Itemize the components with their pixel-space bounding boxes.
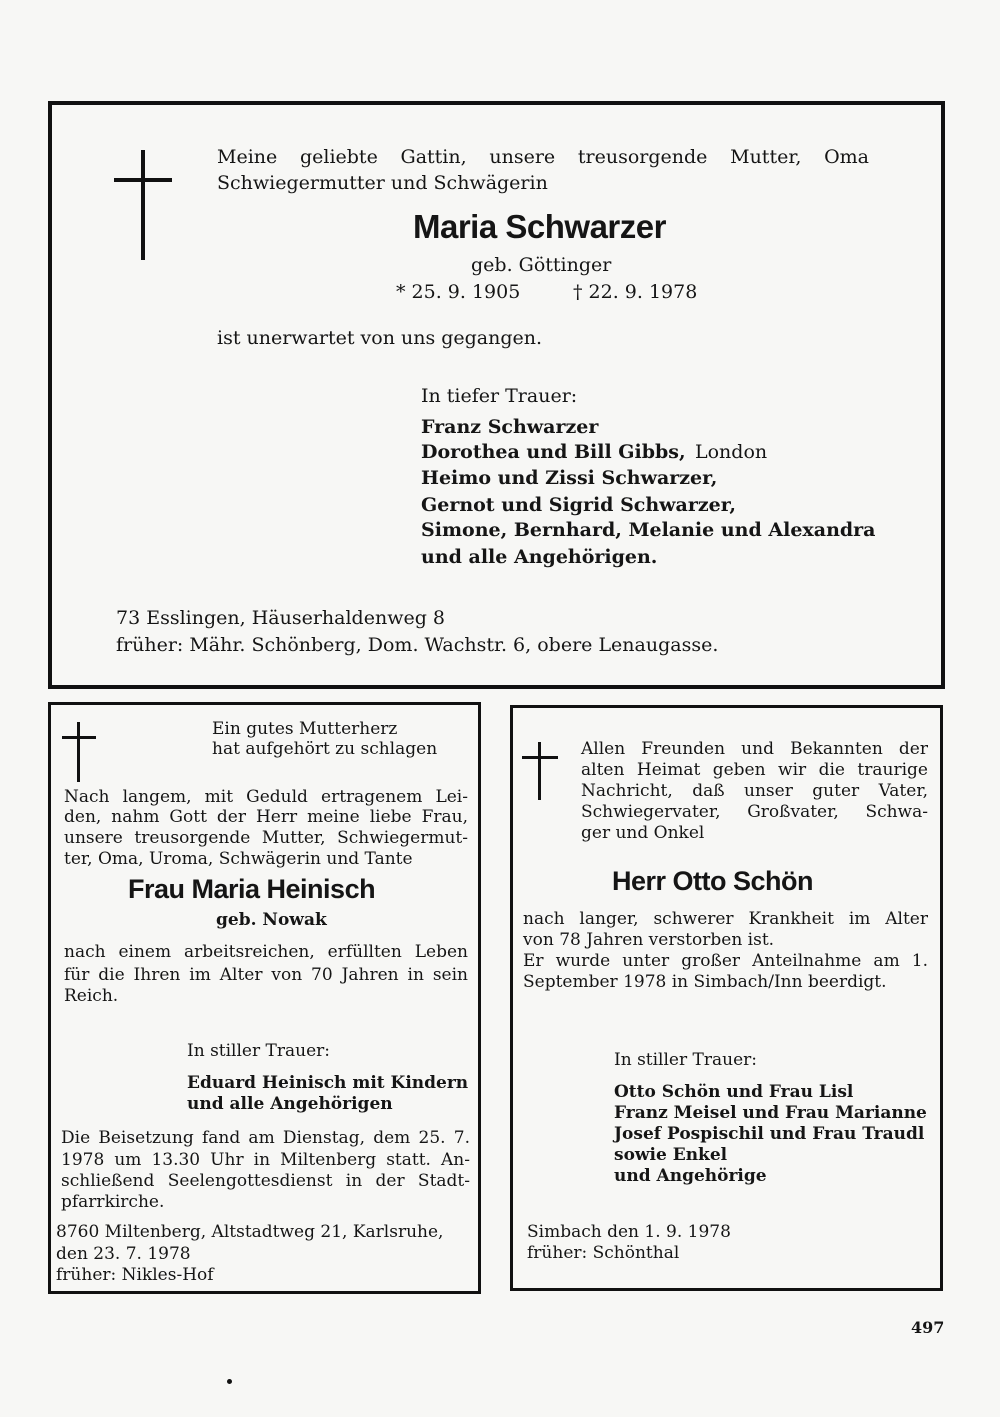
funeral-line: Die Beisetzung fand am Dienstag, dem 25. 7. [61, 1128, 470, 1148]
mourner-line: Eduard Heinisch mit Kindern [187, 1073, 469, 1093]
deceased-name: Frau Maria Heinisch [128, 874, 376, 904]
mourner-line: Gernot und Sigrid Schwarzer, [421, 494, 736, 516]
maiden-name: geb. Nowak [216, 910, 327, 930]
intro-line: hat aufgehört zu schlagen [212, 739, 438, 759]
after-line: für die Ihren im Alter von 70 Jahren in sein [64, 965, 468, 985]
mourner-line: Otto Schön und Frau Lisl [614, 1082, 854, 1102]
funeral-line: pfarrkirche. [61, 1192, 165, 1212]
after-line: nach langer, schwerer Krankheit im Alter [523, 909, 928, 929]
mourner-line: und alle Angehörigen. [421, 546, 658, 568]
cross-icon [62, 722, 96, 782]
after-line: nach einem arbeitsreichen, erfüllten Leben [64, 942, 468, 962]
body-line: den, nahm Gott der Herr meine liebe Frau, [64, 807, 468, 827]
after-line: von 78 Jahren verstorben ist. [523, 930, 775, 950]
death-date: † 22. 9. 1978 [573, 281, 698, 303]
intro-line: Nachricht, daß unser guter Vater, [581, 781, 928, 801]
maiden-name: geb. Göttinger [471, 254, 612, 276]
address-line: 8760 Miltenberg, Altstadtweg 21, Karlsruhe, [56, 1222, 444, 1242]
intro-line-1: Meine geliebte Gattin, unsere treusorgende Mutter, Oma [217, 146, 869, 168]
birth-date: * 25. 9. 1905 [396, 281, 521, 303]
intro-line: Schwiegervater, Großvater, Schwa- [581, 802, 928, 822]
mourner-line: Heimo und Zissi Schwarzer, [421, 467, 718, 489]
page-number: 497 [911, 1318, 945, 1337]
mourning-heading: In stiller Trauer: [614, 1050, 757, 1070]
mourner-location: London [695, 441, 768, 463]
cross-icon [114, 150, 172, 260]
intro-line: alten Heimat geben wir die traurige [581, 760, 928, 780]
mourner-line: Simone, Bernhard, Melanie und Alexandra [421, 519, 876, 541]
mourner-line: sowie Enkel [614, 1145, 728, 1165]
cross-icon [522, 742, 558, 800]
funeral-line: schließend Seelengottesdienst in der Stadt- [61, 1171, 470, 1191]
deceased-name: Herr Otto Schön [612, 866, 814, 896]
mourner-line: Franz Meisel und Frau Marianne [614, 1103, 927, 1123]
passed-text: ist unerwartet von uns gegangen. [217, 327, 543, 349]
deceased-name: Maria Schwarzer [413, 208, 666, 245]
intro-line: Allen Freunden und Bekannten der [581, 739, 928, 759]
mourner-line: und Angehörige [614, 1166, 767, 1186]
mourner-line: Josef Pospischil und Frau Traudl [614, 1124, 925, 1144]
body-line: unsere treusorgende Mutter, Schwiegermut- [64, 828, 468, 848]
address-line: 73 Esslingen, Häuserhaldenweg 8 [116, 607, 445, 629]
intro-line-2: Schwiegermutter und Schwägerin [217, 172, 548, 194]
body-line: Nach langem, mit Geduld ertragenem Lei- [64, 787, 468, 807]
mourner-line: Dorothea und Bill Gibbs, [421, 441, 686, 463]
mourner-line: Franz Schwarzer [421, 416, 599, 438]
intro-line: ger und Onkel [581, 823, 705, 843]
place-line: Simbach den 1. 9. 1978 [527, 1222, 731, 1242]
mourning-heading: In stiller Trauer: [187, 1041, 330, 1061]
address-line: früher: Mähr. Schönberg, Dom. Wachstr. 6, obere Lenaugasse. [116, 634, 719, 656]
after-line: September 1978 in Simbach/Inn beerdigt. [523, 972, 887, 992]
intro-line: Ein gutes Mutterherz [212, 719, 398, 739]
address-line: den 23. 7. 1978 [56, 1244, 191, 1264]
place-line: früher: Schönthal [527, 1243, 680, 1263]
mourning-heading: In tiefer Trauer: [421, 385, 578, 407]
after-line: Reich. [64, 986, 119, 1006]
funeral-line: 1978 um 13.30 Uhr in Miltenberg statt. An- [61, 1150, 470, 1170]
print-dot [227, 1379, 232, 1384]
mourner-line: und alle Angehörigen [187, 1094, 393, 1114]
after-line: Er wurde unter großer Anteilnahme am 1. [523, 951, 928, 971]
body-line: ter, Oma, Uroma, Schwägerin und Tante [64, 849, 413, 869]
address-line: früher: Nikles-Hof [56, 1265, 214, 1285]
